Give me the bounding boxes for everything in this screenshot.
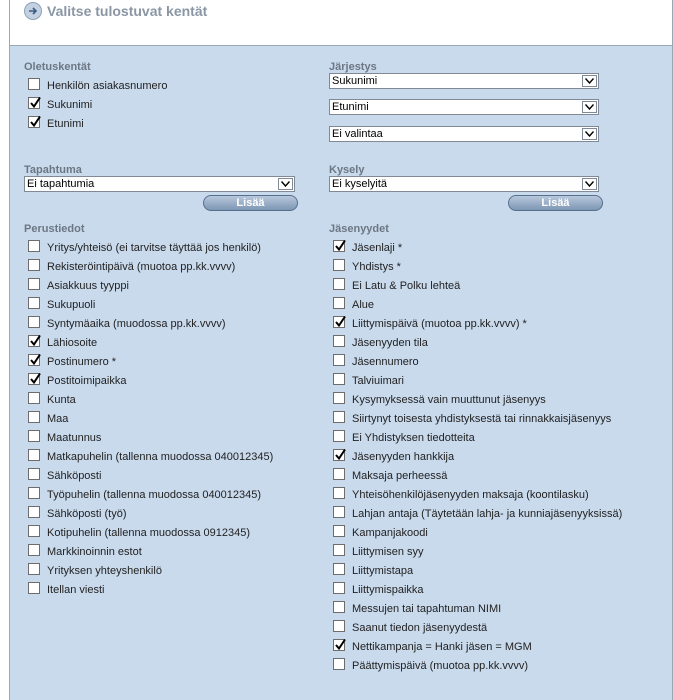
checkbox[interactable] (28, 278, 40, 290)
arrow-right-circle-icon (24, 2, 42, 20)
order-select-1[interactable] (329, 73, 599, 89)
checkbox-label: Asiakkuus tyyppi (47, 280, 129, 292)
checkbox[interactable] (28, 544, 40, 556)
checkbox-label: Nettikampanja = Hanki jäsen = MGM (352, 641, 532, 653)
checkbox[interactable] (333, 297, 345, 309)
checkbox[interactable] (28, 525, 40, 537)
checkbox[interactable] (333, 601, 345, 613)
checkbox[interactable] (333, 620, 345, 632)
checkbox[interactable] (333, 373, 345, 385)
chevron-down-icon[interactable] (582, 128, 597, 140)
checkbox-label: Henkilön asiakasnumero (47, 80, 168, 92)
checkbox-label: Liittymistapa (352, 565, 414, 577)
checkbox-label: Alue (352, 299, 375, 311)
query-select[interactable] (329, 176, 599, 192)
chevron-down-icon[interactable] (278, 178, 293, 190)
checkbox-label: Yritys/yhteisö (ei tarvitse täyttää jos henkilö) (47, 242, 261, 254)
basic-info-title: Perustiedot (24, 223, 85, 235)
ordering-title: Järjestys (329, 61, 377, 73)
checkbox[interactable] (333, 354, 345, 366)
query-title: Kysely (329, 164, 365, 176)
checkbox-label: Sähköposti (47, 470, 102, 482)
checkbox-checked[interactable] (28, 373, 40, 385)
event-title: Tapahtuma (24, 164, 82, 176)
checkbox-label: Jäsenyyden tila (352, 337, 428, 349)
checkbox-checked[interactable] (28, 354, 40, 366)
field-selection-panel (9, 0, 673, 700)
checkbox-checked[interactable] (333, 240, 345, 252)
checkbox[interactable] (28, 449, 40, 461)
checkbox-label: Lähiosoite (47, 337, 98, 349)
checkbox-label: Liittymispäivä (muotoa pp.kk.vvvv) * (352, 318, 527, 330)
checkbox[interactable] (28, 78, 40, 90)
checkbox-label: Yrityksen yhteyshenkilö (47, 565, 162, 577)
checkbox-label: Liittymispaikka (352, 584, 424, 596)
checkbox-label: Talviuimari (352, 375, 404, 387)
checkbox-label: Kunta (47, 394, 76, 406)
checkbox[interactable] (28, 487, 40, 499)
page-title: Valitse tulostuvat kentät (47, 3, 208, 19)
query-add-button[interactable]: Lisää (508, 195, 603, 211)
checkbox-label: Postitoimipaikka (47, 375, 127, 387)
checkbox[interactable] (333, 468, 345, 480)
chevron-down-icon[interactable] (582, 101, 597, 113)
checkbox-label: Siirtynyt toisesta yhdistyksestä tai rinnakkaisjäsenyys (352, 413, 612, 425)
checkbox-label: Syntymäaika (muodossa pp.kk.vvvv) (47, 318, 226, 330)
checkbox-checked[interactable] (333, 639, 345, 651)
checkbox[interactable] (333, 278, 345, 290)
checkbox-label: Ei Yhdistyksen tiedotteita (352, 432, 475, 444)
checkbox[interactable] (333, 506, 345, 518)
checkbox[interactable] (28, 297, 40, 309)
checkbox[interactable] (28, 582, 40, 594)
checkbox[interactable] (333, 487, 345, 499)
chevron-down-icon[interactable] (582, 178, 597, 190)
checkbox-label: Maa (47, 413, 69, 425)
order-select-1-value: Sukunimi (332, 75, 378, 87)
checkbox[interactable] (28, 259, 40, 271)
checkbox-checked[interactable] (28, 97, 40, 109)
checkbox-label: Kysymyksessä vain muuttunut jäsenyys (352, 394, 546, 406)
checkbox-label: Lahjan antaja (Täytetään lahja- ja kunniajäsenyyksissä) (352, 508, 623, 520)
checkbox-label: Työpuhelin (tallenna muodossa 040012345) (47, 489, 262, 501)
checkbox-label: Päättymispäivä (muotoa pp.kk.vvvv) (352, 660, 529, 672)
checkbox-label: Etunimi (47, 118, 84, 130)
checkbox[interactable] (333, 259, 345, 271)
chevron-down-icon[interactable] (582, 75, 597, 87)
checkbox-label: Maatunnus (47, 432, 102, 444)
checkbox-label: Sukunimi (47, 99, 93, 111)
checkbox[interactable] (28, 563, 40, 575)
checkbox-label: Jäsenyyden hankkija (352, 451, 455, 463)
query-select-value: Ei kyselyitä (332, 178, 388, 190)
checkbox-checked[interactable] (28, 116, 40, 128)
checkbox-label: Kotipuhelin (tallenna muodossa 0912345) (47, 527, 251, 539)
checkbox-label: Kampanjakoodi (352, 527, 428, 539)
checkbox-label: Messujen tai tapahtuman NIMI (352, 603, 502, 615)
checkbox-label: Itellan viesti (47, 584, 105, 596)
checkbox-label: Sukupuoli (47, 299, 96, 311)
checkbox[interactable] (333, 658, 345, 670)
order-select-3-value: Ei valintaa (332, 128, 383, 140)
checkbox[interactable] (28, 430, 40, 442)
checkbox-label: Postinumero * (47, 356, 117, 368)
order-select-2[interactable] (329, 99, 599, 115)
checkbox[interactable] (333, 563, 345, 575)
default-fields-title: Oletuskentät (24, 61, 91, 73)
panel-header (10, 0, 672, 46)
checkbox-label: Markkinoinnin estot (47, 546, 142, 558)
checkbox[interactable] (28, 316, 40, 328)
checkbox-label: Matkapuhelin (tallenna muodossa 040012345) (47, 451, 274, 463)
checkbox-label: Yhdistys * (352, 261, 401, 273)
checkbox[interactable] (28, 468, 40, 480)
memberships-title: Jäsenyydet (329, 223, 389, 235)
order-select-2-value: Etunimi (332, 101, 369, 113)
checkbox-label: Jäsennumero (352, 356, 419, 368)
checkbox[interactable] (333, 582, 345, 594)
checkbox[interactable] (333, 544, 345, 556)
event-select[interactable] (24, 176, 295, 192)
checkbox[interactable] (333, 525, 345, 537)
checkbox[interactable] (28, 240, 40, 252)
checkbox-label: Yhteisöhenkilöjäsenyyden maksaja (koontilasku) (352, 489, 589, 501)
checkbox-label: Maksaja perheessä (352, 470, 448, 482)
checkbox[interactable] (28, 506, 40, 518)
checkbox-label: Jäsenlaji * (352, 242, 403, 254)
checkbox-checked[interactable] (333, 316, 345, 328)
event-select-value: Ei tapahtumia (27, 178, 95, 190)
checkbox-label: Sähköposti (työ) (47, 508, 127, 520)
checkbox[interactable] (28, 411, 40, 423)
order-select-3[interactable] (329, 126, 599, 142)
checkbox-label: Liittymisen syy (352, 546, 424, 558)
checkbox-checked[interactable] (28, 335, 40, 347)
checkbox-label: Rekisteröintipäivä (muotoa pp.kk.vvvv) (47, 261, 236, 273)
checkbox[interactable] (333, 430, 345, 442)
checkbox-label: Saanut tiedon jäsenyydestä (352, 622, 488, 634)
checkbox[interactable] (333, 392, 345, 404)
checkbox-label: Ei Latu & Polku lehteä (352, 280, 461, 292)
checkbox[interactable] (333, 411, 345, 423)
checkbox[interactable] (28, 392, 40, 404)
checkbox[interactable] (333, 335, 345, 347)
checkbox-checked[interactable] (333, 449, 345, 461)
event-add-button[interactable]: Lisää (203, 195, 298, 211)
